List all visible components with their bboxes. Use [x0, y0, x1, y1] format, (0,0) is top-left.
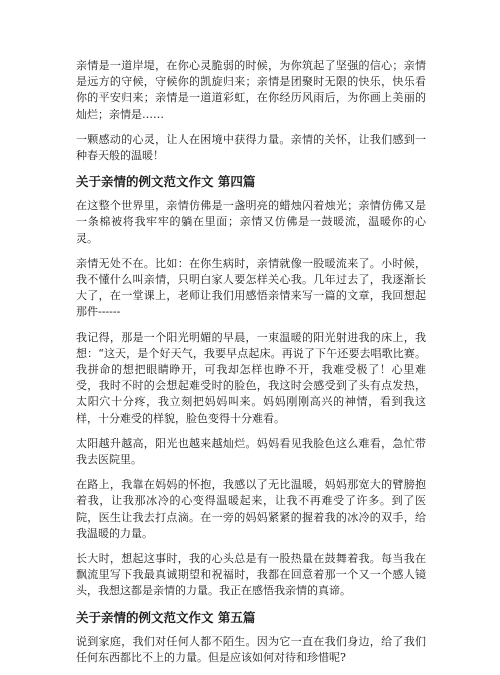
paragraph: 说到家庭，我们对任何人都不陌生。因为它一直在我们身边，给了我们任何东西都比不上的力量。但是应该如何对待和珍惜呢?: [76, 634, 426, 664]
document-page: [76, 58, 426, 675]
section-heading-5: 关于亲情的例文范文作文 第五篇: [76, 609, 256, 625]
paragraph: 亲情无处不在。比如：在你生病时，亲情就像一股暖流来了。小时候，我不懂什么叫亲情，只明白家人要怎样关心我。几年过去了，我逐渐长大了，在一堂课上，老师让我们用感悟亲情来写一篇的文章，我回想起那件------: [76, 256, 426, 319]
paragraph: 在这整个世界里，亲情仿佛是一盏明亮的蜡烛闪着烛光；亲情仿佛又是一条棉被将我牢牢的躺在里面；亲情又仿佛是一鼓暖流，温暖你的心灵。: [76, 199, 426, 245]
section-heading-4: 关于亲情的例文范文作文 第四篇: [76, 174, 256, 190]
paragraph: 在路上，我靠在妈妈的怀抱，我感以了无比温暖，妈妈那宽大的臂膀抱着我，让我那冰冷的心变得温暖起来，让我不再难受了许多。到了医院，医生让我去打点滴。在一旁的妈妈紧紧的握着我的冰冷的双手，给我温暖的力量。: [76, 478, 426, 540]
paragraph: 太阳越升越高，阳光也越来越灿烂。妈妈看见我脸色这么难看，急忙带我去医院里。: [76, 436, 426, 467]
paragraph: 我记得，那是一个阳光明媚的早晨，一束温暖的阳光射进我的床上，我想：“这天，是个好天气，我要早点起床。再说了下午还要去唱歌比赛。我拼命的想把眼睛睁开，可我却怎样也睁不开，我难受极了！心里难受，我时不时的会想起难受时的脸色，我这时会感受到了头有点发热，太阳穴十分疼，我立刻把妈妈叫来。妈妈刚刚高兴的神情，看到我这样，十分难受的样貌，脸色变得十分难看。: [76, 330, 426, 425]
paragraph: 长大时，想起这事时，我的心头总是有一股热量在鼓舞着我。每当我在飘流里写下我最真诚期望和祝福时，我都在回意着那一个又一个感人镜头，我想这都是亲情的力量。我正在感悟我亲情的真谛。: [76, 552, 426, 598]
paragraph: 一颗感动的心灵，让人在困境中获得力量。亲情的关怀，让我们感到一种春天般的温暖！: [76, 132, 426, 163]
paragraph: 亲情是一道岸堤，在你心灵脆弱的时候，为你筑起了坚强的信心；亲情是远方的守候，守候你的凯旋归来；亲情是团聚时无限的快乐，快乐看你的平安归来；亲情是一道道彩虹，在你经历风雨后，为你画上美丽的灿烂；亲情是……: [76, 59, 426, 121]
